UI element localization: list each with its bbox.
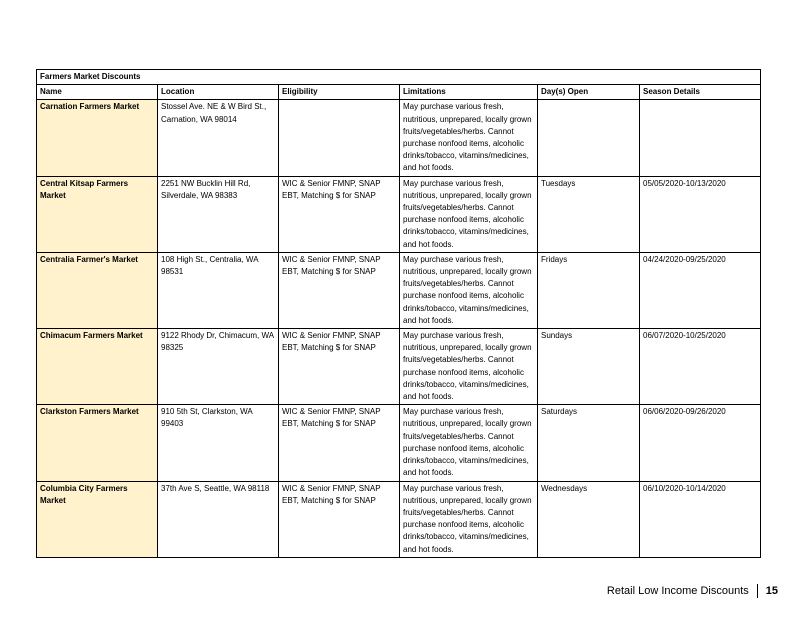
header-name: Name (37, 85, 158, 100)
farmers-market-discounts-table (36, 69, 761, 558)
header-location: Location (158, 85, 279, 100)
page-number: 15 (765, 585, 778, 597)
market-limitations: May purchase various fresh, nutritious, unprepared, locally grown fruits/vegetables/herbs. Cannot purchase nonfood items, alcoholic drinks/tobacco, vitamins/medicines, and hot foods. (400, 252, 538, 328)
page-footer (607, 584, 778, 598)
footer-divider (757, 584, 758, 598)
market-season: 06/07/2020-10/25/2020 (640, 329, 761, 405)
market-name: Centralia Farmer's Market (37, 252, 158, 328)
market-location: 108 High St., Centralia, WA 98531 (158, 252, 279, 328)
market-location: 2251 NW Bucklin Hill Rd, Silverdale, WA 98383 (158, 176, 279, 252)
market-limitations: May purchase various fresh, nutritious, unprepared, locally grown fruits/vegetables/herbs. Cannot purchase nonfood items, alcoholic drinks/tobacco, vitamins/medicines, and hot foods. (400, 176, 538, 252)
market-days (538, 100, 640, 176)
footer-title: Retail Low Income Discounts (606, 585, 749, 597)
header-season-details: Season Details (640, 85, 761, 100)
table-row (37, 405, 761, 481)
market-season: 06/06/2020-09/26/2020 (640, 405, 761, 481)
market-days: Saturdays (538, 405, 640, 481)
market-name: Clarkston Farmers Market (37, 405, 158, 481)
market-limitations: May purchase various fresh, nutritious, unprepared, locally grown fruits/vegetables/herbs. Cannot purchase nonfood items, alcoholic drinks/tobacco, vitamins/medicines, and hot foods. (400, 329, 538, 405)
market-location: 910 5th St, Clarkston, WA 99403 (158, 405, 279, 481)
market-season (640, 100, 761, 176)
table-row (37, 481, 761, 557)
market-location: Stossel Ave. NE & W Bird St., Carnation, WA 98014 (158, 100, 279, 176)
market-days: Fridays (538, 252, 640, 328)
market-season: 04/24/2020-09/25/2020 (640, 252, 761, 328)
market-name: Chimacum Farmers Market (37, 329, 158, 405)
market-eligibility: WIC & Senior FMNP, SNAP EBT, Matching $ for SNAP (279, 176, 400, 252)
market-eligibility: WIC & Senior FMNP, SNAP EBT, Matching $ for SNAP (279, 252, 400, 328)
market-name: Columbia City Farmers Market (37, 481, 158, 557)
table-row (37, 100, 761, 176)
header-limitations: Limitations (400, 85, 538, 100)
market-location: 37th Ave S, Seattle, WA 98118 (158, 481, 279, 557)
market-eligibility: WIC & Senior FMNP, SNAP EBT, Matching $ for SNAP (279, 405, 400, 481)
table-title-row (37, 70, 761, 85)
market-days: Tuesdays (538, 176, 640, 252)
market-name: Carnation Farmers Market (37, 100, 158, 176)
table-row (37, 176, 761, 252)
table-row (37, 252, 761, 328)
market-name: Central Kitsap Farmers Market (37, 176, 158, 252)
market-eligibility: WIC & Senior FMNP, SNAP EBT, Matching $ for SNAP (279, 481, 400, 557)
table-row (37, 329, 761, 405)
table-header-row (37, 85, 761, 100)
header-eligibility: Eligibility (279, 85, 400, 100)
market-eligibility (279, 100, 400, 176)
market-days: Sundays (538, 329, 640, 405)
market-limitations: May purchase various fresh, nutritious, unprepared, locally grown fruits/vegetables/herbs. Cannot purchase nonfood items, alcoholic drinks/tobacco, vitamins/medicines, and hot foods. (400, 100, 538, 176)
market-days: Wednesdays (538, 481, 640, 557)
market-location: 9122 Rhody Dr, Chimacum, WA 98325 (158, 329, 279, 405)
table-title: Farmers Market Discounts (37, 70, 761, 85)
discounts-table-container (36, 69, 760, 558)
header-days-open: Day(s) Open (538, 85, 640, 100)
market-season: 06/10/2020-10/14/2020 (640, 481, 761, 557)
market-limitations: May purchase various fresh, nutritious, unprepared, locally grown fruits/vegetables/herbs. Cannot purchase nonfood items, alcoholic drinks/tobacco, vitamins/medicines, and hot foods. (400, 405, 538, 481)
market-season: 05/05/2020-10/13/2020 (640, 176, 761, 252)
market-eligibility: WIC & Senior FMNP, SNAP EBT, Matching $ for SNAP (279, 329, 400, 405)
market-limitations: May purchase various fresh, nutritious, unprepared, locally grown fruits/vegetables/herbs. Cannot purchase nonfood items, alcoholic drinks/tobacco, vitamins/medicines, and hot foods. (400, 481, 538, 557)
